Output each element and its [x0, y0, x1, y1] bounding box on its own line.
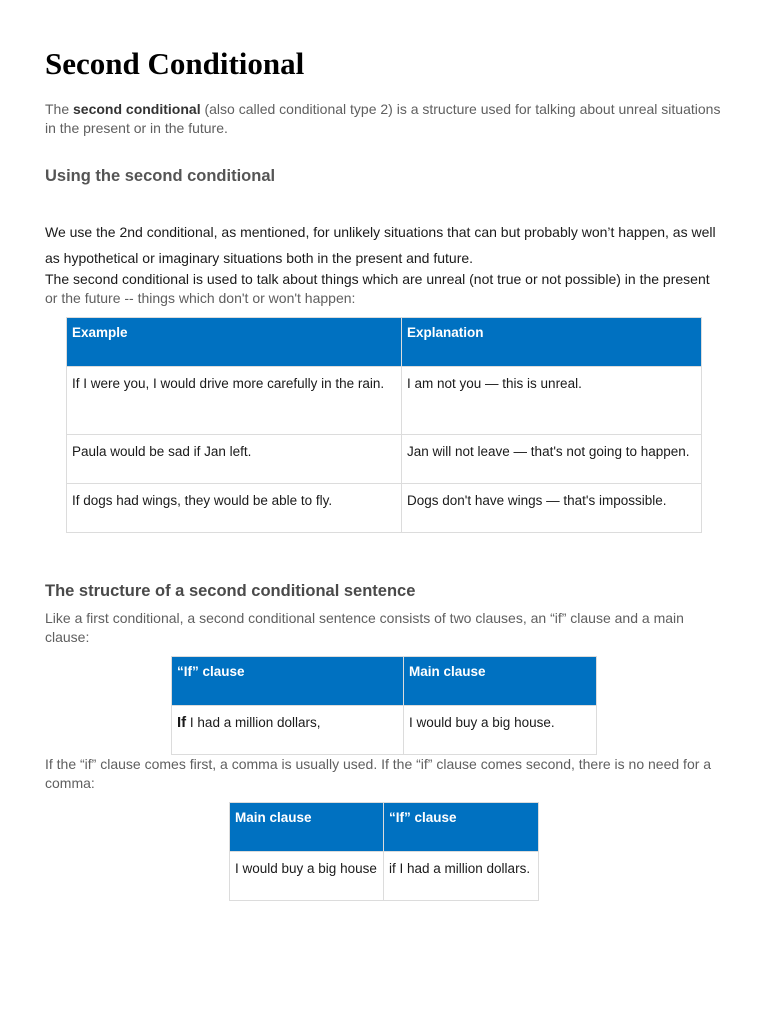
- section1-paragraph2: [45, 270, 725, 308]
- table-cell: if I had a million dollars.: [384, 852, 539, 901]
- intro-rest: (also called conditional type 2) is a structure used for talking about unreal situations in the present or in the future.: [45, 101, 721, 136]
- table-header-row: [67, 318, 702, 367]
- table-row: [67, 367, 702, 435]
- table-header-row: [172, 657, 597, 706]
- para2-dark-text: The second conditional is used to talk about things which are unreal (not true or not possible) in the present: [45, 271, 710, 287]
- intro-paragraph: [45, 100, 725, 138]
- table-cell: If I were you, I would drive more carefully in the rain.: [67, 367, 402, 435]
- para2-gray-text: or the future -- things which don't or won't happen:: [45, 290, 356, 306]
- table-header-cell: Main clause: [230, 803, 384, 852]
- table-cell: Jan will not leave — that's not going to happen.: [402, 435, 702, 484]
- intro-bold-term: second conditional: [73, 101, 201, 117]
- clause-table-if-first: [171, 656, 597, 755]
- table-header-cell: Explanation: [402, 318, 702, 367]
- table-row: [230, 852, 539, 901]
- table-cell: I would buy a big house.: [404, 706, 597, 755]
- section-heading-using: Using the second conditional: [45, 167, 276, 185]
- table-cell: I would buy a big house: [230, 852, 384, 901]
- examples-table: [66, 317, 702, 533]
- table-row: [172, 706, 597, 755]
- section1-paragraph1: We use the 2nd conditional, as mentioned, for unlikely situations that can but probably won’t happen, as well as hypothetical or imaginary situations both in the present and future.: [45, 224, 716, 266]
- if-word: If: [177, 714, 187, 731]
- table-cell: Paula would be sad if Jan left.: [67, 435, 402, 484]
- page-title: Second Conditional: [45, 46, 305, 81]
- section2-paragraph2: If the “if” clause comes first, a comma is usually used. If the “if” clause comes second, there is no need for a comma:: [45, 756, 712, 791]
- table-header-cell: “If” clause: [172, 657, 404, 706]
- section2-paragraph1: Like a first conditional, a second conditional sentence consists of two clauses, an “if” clause and a main clause:: [45, 610, 684, 645]
- table-cell: If dogs had wings, they would be able to fly.: [67, 484, 402, 533]
- table-cell: I am not you — this is unreal.: [402, 367, 702, 435]
- table-row: [67, 435, 702, 484]
- table-cell: [172, 706, 404, 755]
- table-header-row: [230, 803, 539, 852]
- table-header-cell: Main clause: [404, 657, 597, 706]
- table-row: [67, 484, 702, 533]
- table-header-cell: “If” clause: [384, 803, 539, 852]
- table-header-cell: Example: [67, 318, 402, 367]
- table-cell: Dogs don't have wings — that's impossible.: [402, 484, 702, 533]
- section-heading-structure: The structure of a second conditional sentence: [45, 582, 416, 600]
- clause-table-main-first: [229, 802, 539, 901]
- intro-prefix: The: [45, 101, 74, 117]
- if-clause-rest: I had a million dollars,: [186, 715, 321, 730]
